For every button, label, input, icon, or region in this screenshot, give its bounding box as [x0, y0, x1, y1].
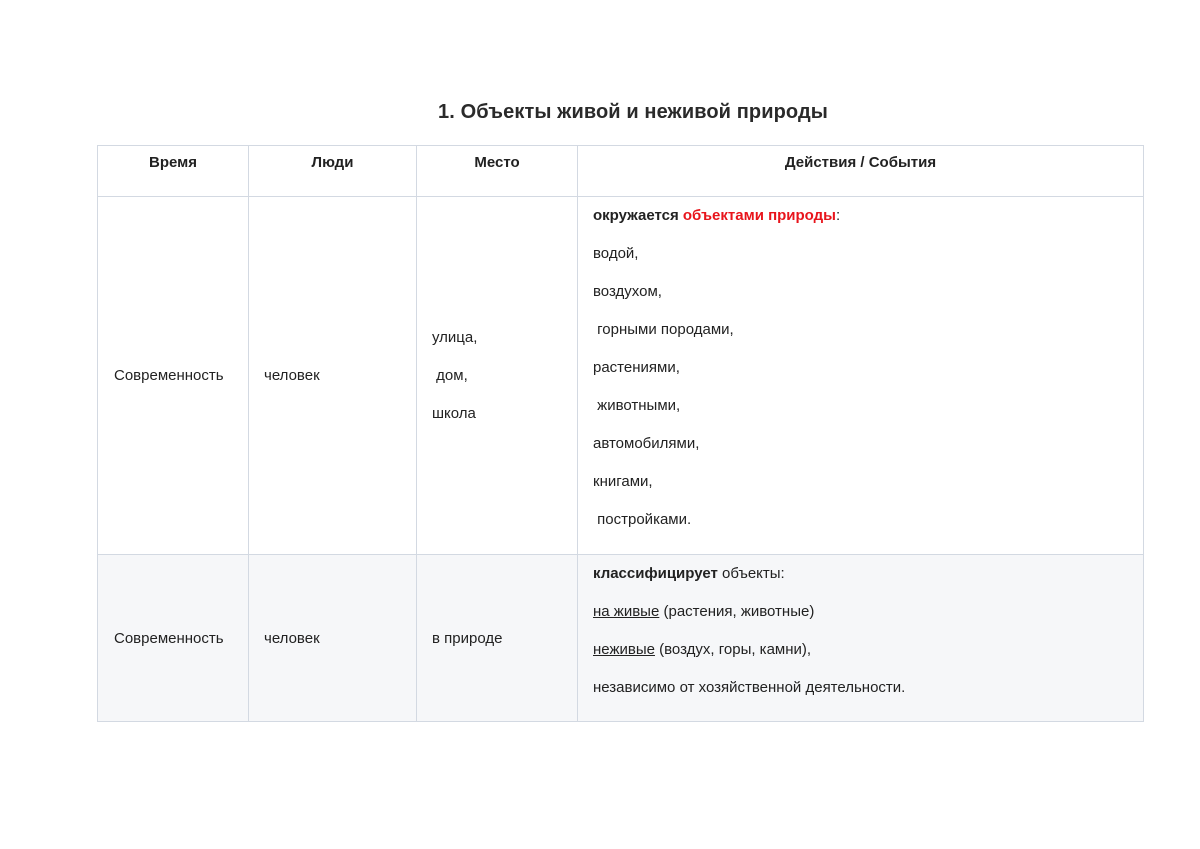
event-item: растениями,: [593, 359, 680, 376]
events-intro-bold: окружается: [593, 207, 683, 224]
header-people: Люди: [249, 146, 417, 197]
cell-place: [417, 555, 578, 722]
event-item: горными породами,: [593, 321, 734, 338]
events-intro: [593, 555, 1128, 593]
place-line: улица,: [432, 328, 478, 346]
nature-objects-table: [97, 145, 1144, 722]
event-item: животными,: [593, 397, 681, 414]
place-text: в природе: [432, 629, 503, 647]
event-living: [593, 593, 1128, 631]
event-item: водой,: [593, 245, 639, 262]
page-title: 1. Объекты живой и неживой природы: [438, 101, 828, 123]
cell-place: [417, 197, 578, 555]
cell-people: [249, 555, 417, 722]
event-nonliving: [593, 631, 1128, 669]
cell-people: [249, 197, 417, 555]
events-intro: [593, 197, 1128, 235]
cell-events: [578, 555, 1144, 722]
people-text: человек: [264, 629, 320, 647]
event-closing: независимо от хозяйственной деятельности.: [593, 679, 906, 696]
header-events: Действия / События: [578, 146, 1144, 197]
cell-time: [98, 197, 249, 555]
events-intro-bold: классифицирует: [593, 565, 718, 582]
living-examples: (растения, животные): [659, 603, 815, 620]
table-header-row: [98, 146, 1144, 197]
events-intro-rest: объекты:: [717, 565, 785, 582]
place-line: дом,: [432, 366, 468, 384]
table-row: [98, 555, 1144, 722]
people-text: человек: [264, 367, 320, 384]
header-place: Место: [417, 146, 578, 197]
events-intro-highlight: объектами природы: [682, 207, 836, 224]
place-line: школа: [432, 404, 476, 422]
table-row: [98, 197, 1144, 555]
living-label: на живые: [593, 603, 660, 620]
event-item: книгами,: [593, 473, 653, 490]
event-item: воздухом,: [593, 283, 662, 300]
cell-events: [578, 197, 1144, 555]
events-intro-colon: :: [835, 207, 841, 224]
time-text: Современность: [114, 367, 224, 384]
nonliving-examples: (воздух, горы, камни),: [654, 641, 812, 658]
header-time: Время: [98, 146, 249, 197]
nonliving-label: неживые: [593, 641, 655, 658]
cell-time: [98, 555, 249, 722]
time-text: Современность: [114, 629, 224, 647]
event-item: постройками.: [593, 511, 692, 528]
event-item: автомобилями,: [593, 435, 700, 452]
